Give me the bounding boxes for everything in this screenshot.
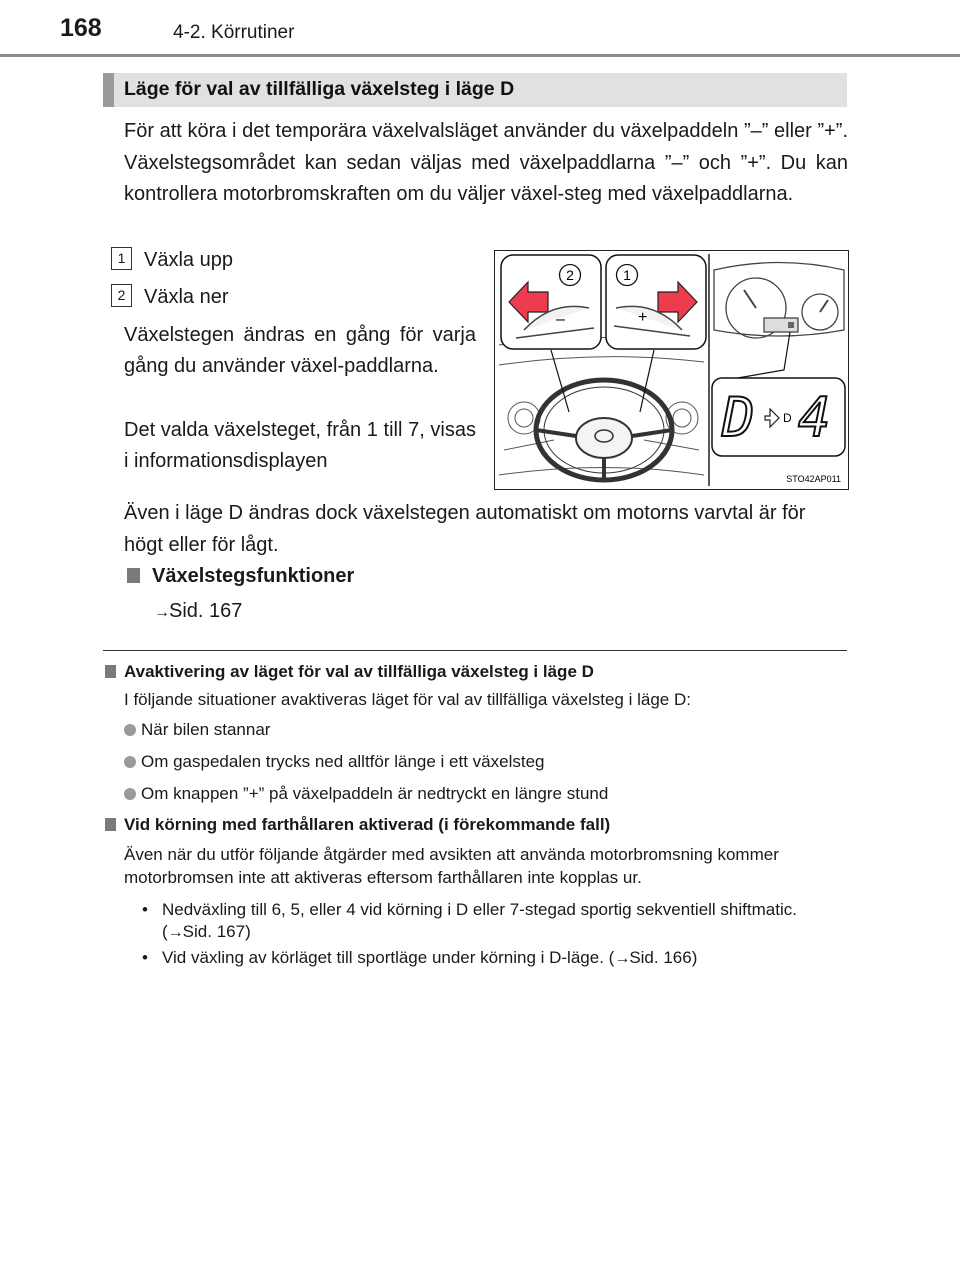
display-gear-digit: 4: [798, 386, 831, 449]
list-item: • Vid växling av körläget till sportläge under körning i D-läge. (→Sid. 166): [142, 948, 698, 967]
figure-label-1: 1: [623, 267, 631, 283]
page-reference[interactable]: [154, 600, 242, 623]
arrow-right-icon: →: [167, 924, 183, 941]
list-item: När bilen stannar: [124, 720, 270, 740]
subheading: Växelstegsfunktioner: [127, 565, 354, 588]
callout-number: 2: [111, 284, 132, 307]
note-heading-cruise: Vid körning med farthållaren aktiverad (i förekommande fall): [105, 815, 610, 835]
note-heading-deactivation: Avaktivering av läget för val av tillfälliga växelsteg i läge D: [105, 662, 594, 682]
callout-shift-up: [111, 247, 233, 272]
section-title-accent: [103, 73, 114, 107]
steering-paddle-figure: [494, 250, 849, 490]
display-small-d: D: [783, 411, 792, 425]
figure-code: STO42AP011: [786, 474, 841, 484]
intro-paragraph: För att köra i det temporära växelvalsläget använder du växelpaddeln ”–” eller ”+”. Växelstegsområdet kan sedan väljas med växelpaddlarna ”–” och ”+”. Du kan kontrollera motorbromskraften om du väljer växel-steg med växelpaddlarna.: [124, 120, 848, 205]
figure-label-2: 2: [566, 267, 574, 283]
reference-text: Sid. 167: [169, 600, 243, 622]
circle-bullet-icon: [124, 756, 136, 768]
section-title: Läge för val av tillfälliga växelsteg i läge D: [124, 78, 515, 100]
list-item: Om gaspedalen trycks ned alltför länge i ett växelsteg: [124, 752, 545, 772]
paddle-plus-label: +: [638, 309, 648, 326]
page-number: 168: [60, 14, 102, 42]
reference-text[interactable]: Sid. 166: [629, 948, 692, 967]
header-rule: [0, 54, 960, 57]
paddle-minus-label: –: [556, 311, 565, 328]
circle-bullet-icon: [124, 724, 136, 736]
auto-shift-paragraph: Även i läge D ändras dock växelstegen automatiskt om motorns varvtal är för högt eller för lågt.: [124, 502, 806, 556]
callout-text: Växla ner: [144, 286, 229, 308]
square-bullet-icon: [105, 665, 116, 678]
reference-text[interactable]: Sid. 167: [182, 922, 246, 941]
section-label: 4-2. Körrutiner: [173, 22, 295, 43]
note-text-cruise: Även när du utför följande åtgärder med avsikten att använda motorbromsning kommer motorbromsen inte att aktiveras eftersom farthållaren inte kopplas ur.: [124, 845, 779, 887]
note-text-deactivation: I följande situationer avaktiveras läget för val av tillfälliga växelsteg i läge D:: [124, 690, 691, 709]
list-item: • Nedväxling till 6, 5, eller 4 vid körning i D eller 7-stegad sportig sekventiell shiftmatic. (→Sid. 167): [142, 900, 797, 941]
callout-text: Växla upp: [144, 249, 233, 271]
callout-shift-down: [111, 284, 229, 309]
display-paragraph: Det valda växelsteget, från 1 till 7, visas i informationsdisplayen: [124, 419, 476, 472]
list-item: Om knappen ”+” på växelpaddeln är nedtryckt en längre stund: [124, 784, 608, 804]
figure-illustration: [494, 250, 849, 490]
circle-bullet-icon: [124, 788, 136, 800]
section-title-bar: [103, 73, 847, 107]
bullet-dot-icon: •: [142, 900, 148, 919]
arrow-right-icon: →: [154, 604, 169, 621]
arrow-right-icon: →: [614, 950, 630, 967]
shift-paragraph: Växelstegen ändras en gång för varja gång du använder växel-paddlarna.: [124, 324, 476, 377]
bullet-dot-icon: •: [142, 948, 148, 967]
display-mode-digit: D: [722, 386, 755, 449]
section-divider: [103, 650, 847, 651]
callout-number: 1: [111, 247, 132, 270]
square-bullet-icon: [127, 568, 140, 583]
square-bullet-icon: [105, 818, 116, 831]
